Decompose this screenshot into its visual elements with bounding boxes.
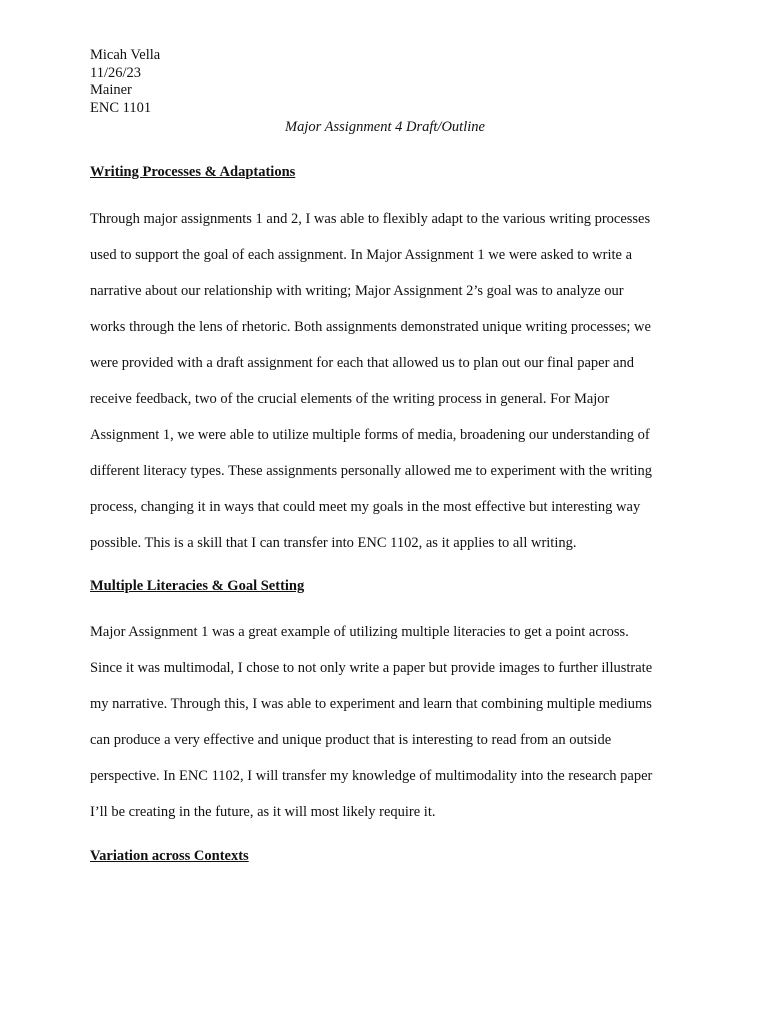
paragraph-multiple-literacies xyxy=(90,614,686,830)
paragraph-line: process, changing it in ways that could meet my goals in the most effective but interesting way xyxy=(90,499,641,515)
paragraph-line: Since it was multimodal, I chose to not only write a paper but provide images to further illustrate xyxy=(90,660,653,676)
paragraph-line: used to support the goal of each assignment. In Major Assignment 1 we were asked to write a xyxy=(90,247,633,263)
paragraph-line: Through major assignments 1 and 2, I was able to flexibly adapt to the various writing processes xyxy=(90,211,651,227)
paragraph-line: perspective. In ENC 1102, I will transfer my knowledge of multimodality into the research paper xyxy=(90,768,653,784)
section-heading-multiple-literacies: Multiple Literacies & Goal Setting xyxy=(90,578,305,594)
document-title: Major Assignment 4 Draft/Outline xyxy=(285,119,485,135)
instructor-name: Mainer xyxy=(90,82,132,98)
author-name: Micah Vella xyxy=(90,47,161,63)
paragraph-writing-processes xyxy=(90,201,686,561)
paragraph-line: Assignment 1, we were able to utilize multiple forms of media, broadening our understanding of xyxy=(90,427,650,443)
section-heading-variation-contexts: Variation across Contexts xyxy=(90,848,249,864)
paragraph-line: possible. This is a skill that I can transfer into ENC 1102, as it applies to all writing. xyxy=(90,535,577,551)
paragraph-line: works through the lens of rhetoric. Both assignments demonstrated unique writing processes; we xyxy=(90,319,651,335)
paragraph-line: different literacy types. These assignments personally allowed me to experiment with the writing xyxy=(90,463,652,479)
paragraph-line: Major Assignment 1 was a great example of utilizing multiple literacies to get a point across. xyxy=(90,624,629,640)
paragraph-line: were provided with a draft assignment for each that allowed us to plan out our final paper and xyxy=(90,355,634,371)
course-code: ENC 1101 xyxy=(90,99,152,116)
paragraph-line: can produce a very effective and unique product that is interesting to read from an outside xyxy=(90,732,612,748)
section-heading-writing-processes: Writing Processes & Adaptations xyxy=(90,164,296,180)
paragraph-line: I’ll be creating in the future, as it will most likely require it. xyxy=(90,804,436,820)
document-header xyxy=(90,47,160,117)
paragraph-line: receive feedback, two of the crucial elements of the writing process in general. For Major xyxy=(90,391,610,407)
paragraph-line: narrative about our relationship with writing; Major Assignment 2’s goal was to analyze our xyxy=(90,283,624,299)
document-date: 11/26/23 xyxy=(90,64,142,81)
paragraph-line: my narrative. Through this, I was able to experiment and learn that combining multiple mediums xyxy=(90,696,652,712)
